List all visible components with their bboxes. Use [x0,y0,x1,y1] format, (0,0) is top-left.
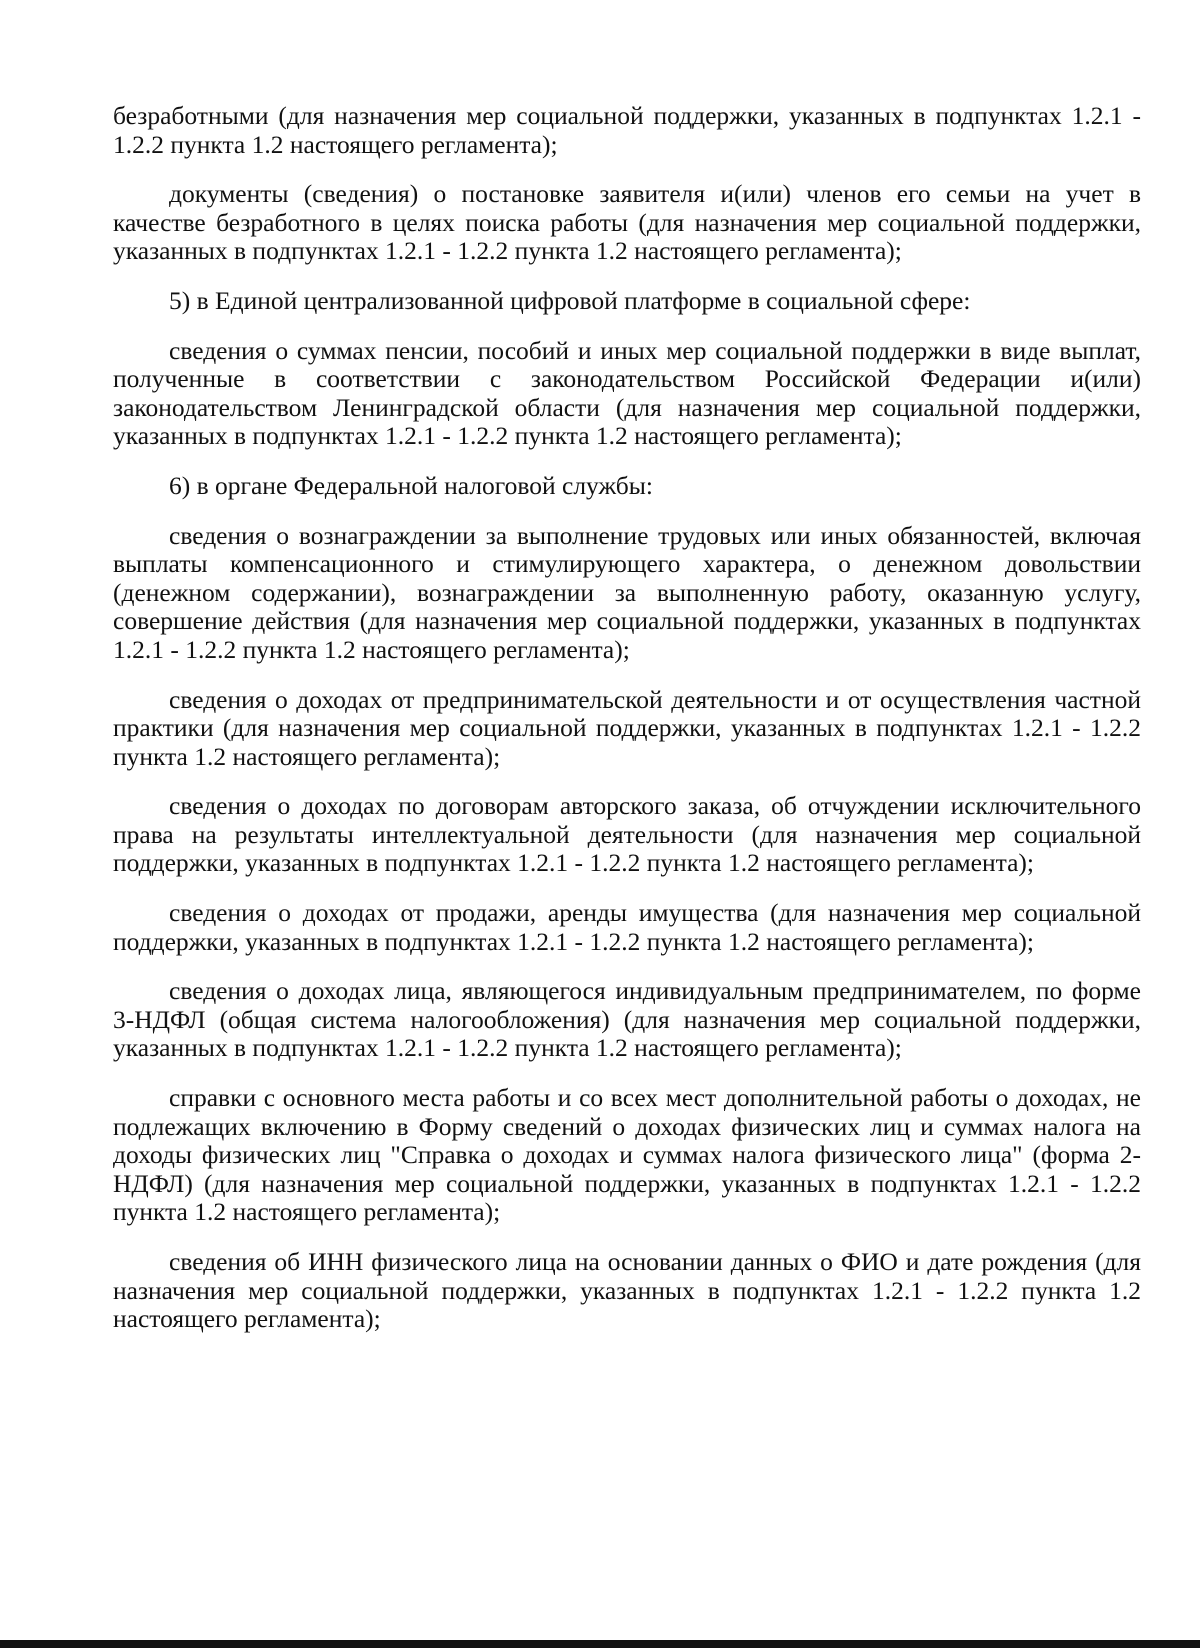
paragraph-unemployed-continuation: безработными (для назначения мер социальной поддержки, указанных в подпунктах 1.2.1 - 1.2.2 пункта 1.2 настоящего регламента); [113,101,1141,159]
paragraph-property-income: сведения о доходах от продажи, аренды имущества (для назначения мер социальной поддержки, указанных в подпунктах 1.2.1 - 1.2.2 пункта 1.2 настоящего регламента); [113,898,1141,956]
paragraph-item-6-heading: 6) в органе Федеральной налоговой службы: [169,470,653,500]
paragraph-employment-certificates: справки с основного места работы и со всех мест дополнительной работы о доходах, не подлежащих включению в Форму сведений о доходах физических лиц и суммах налога на доходы физических лиц "Справка о доходах и суммах налога физического лица" (форма 2-НДФЛ) (для назначения мер социальной поддержки, указанных в подпунктах 1.2.1 - 1.2.2 пункта 1.2 настоящего регламента); [113,1083,1141,1227]
paragraph-business-income: сведения о доходах от предпринимательской деятельности и от осуществления частной практики (для назначения мер социальной поддержки, указанных в подпунктах 1.2.1 - 1.2.2 пункта 1.2 настоящего регламента); [113,684,1141,771]
scan-bottom-edge [0,1640,1200,1648]
paragraph-inn: сведения об ИНН физического лица на основании данных о ФИО и дате рождения (для назначения мер социальной поддержки, указанных в подпунктах 1.2.1 - 1.2.2 пункта 1.2 настоящего регламента); [113,1247,1141,1334]
document-body [113,102,1141,1355]
paragraph-copyright-income: сведения о доходах по договорам авторского заказа, об отчуждении исключительного права на результаты интеллектуальной деятельности (для назначения мер социальной поддержки, указанных в подпунктах 1.2.1 - 1.2.2 пункта 1.2 настоящего регламента); [113,791,1141,878]
paragraph-pension-amounts: сведения о суммах пенсии, пособий и иных мер социальной поддержки в виде выплат, полученные в соответствии с законодательством Российской Федерации и(или) законодательством Ленинградской области (для назначения мер социальной поддержки, указанных в подпунктах 1.2.1 - 1.2.2 пункта 1.2 настоящего регламента); [113,335,1141,451]
paragraph-3-ndfl: сведения о доходах лица, являющегося индивидуальным предпринимателем, по форме 3-НДФЛ (общая система налогообложения) (для назначения мер социальной поддержки, указанных в подпунктах 1.2.1 - 1.2.2 пункта 1.2 настоящего регламента); [113,976,1141,1063]
paragraph-item-5-heading: 5) в Единой централизованной цифровой платформе в социальной сфере: [169,285,971,315]
paragraph-remuneration: сведения о вознаграждении за выполнение трудовых или иных обязанностей, включая выплаты компенсационного и стимулирующего характера, о денежном довольствии (денежном содержании), вознаграждении за выполненную работу, оказанную услугу, совершение действия (для назначения мер социальной поддержки, указанных в подпунктах 1.2.1 - 1.2.2 пункта 1.2 настоящего регламента); [113,520,1141,664]
paragraph-unemployment-registration: документы (сведения) о постановке заявителя и(или) членов его семьи на учет в качестве безработного в целях поиска работы (для назначения мер социальной поддержки, указанных в подпунктах 1.2.1 - 1.2.2 пункта 1.2 настоящего регламента); [113,179,1141,266]
